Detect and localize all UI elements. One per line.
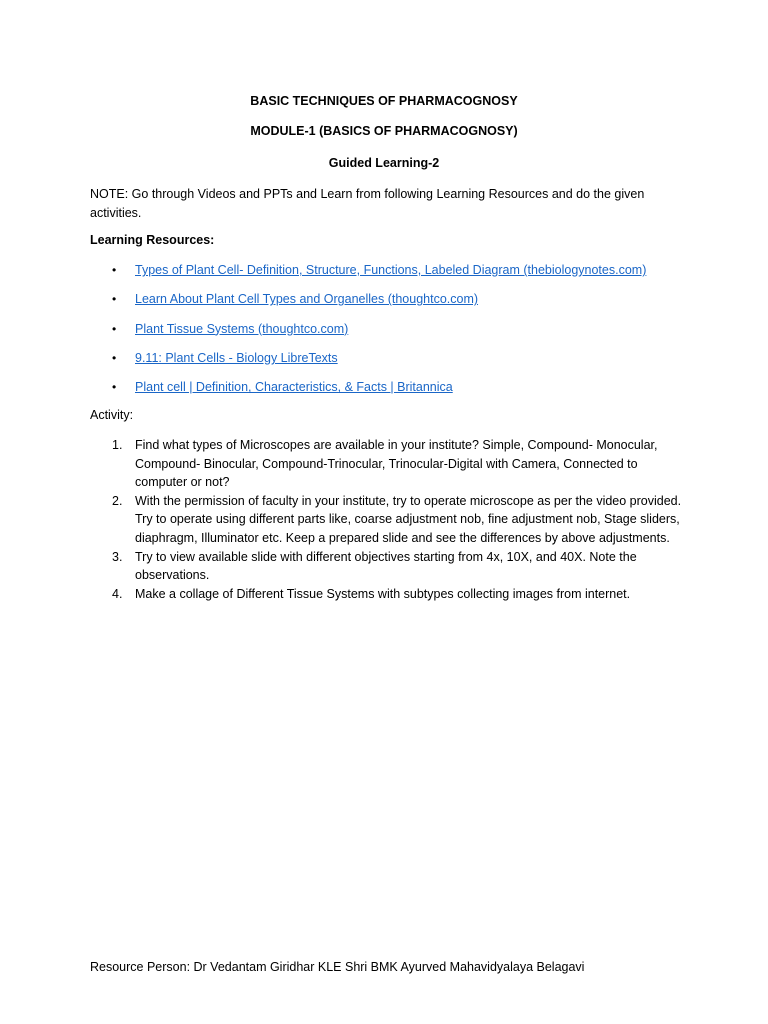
list-item xyxy=(90,548,690,585)
activity-text: With the permission of faculty in your institute, try to operate microscope as per the video provided. Try to operate using different parts like, coarse adjustment nob, fine adjustment nob, Stage sliders, diaphragm, Illuminator etc. Keep a prepared slide and see the differences by above adjustments. xyxy=(135,493,682,545)
list-number: 3. xyxy=(112,549,123,564)
activity-text: Find what types of Microscopes are available in your institute? Simple, Compound- Monocular, Compound- Binocular, Compound-Trinocular, Trinocular-Digital with Camera, Connected to computer or not? xyxy=(135,438,658,490)
list-item xyxy=(90,436,690,492)
list-item xyxy=(90,492,690,548)
bullet-icon: • xyxy=(112,350,117,365)
note-paragraph: NOTE: Go through Videos and PPTs and Learn from following Learning Resources and do the given activities. xyxy=(90,187,645,220)
guided-learning-title: Guided Learning-2 xyxy=(328,156,440,170)
bullet-icon: • xyxy=(112,292,117,307)
resource-link-libretexts[interactable]: 9.11: Plant Cells - Biology LibreTexts xyxy=(135,350,338,365)
bullet-icon: • xyxy=(112,380,117,395)
document-title: BASIC TECHNIQUES OF PHARMACOGNOSY xyxy=(250,94,518,108)
list-number: 1. xyxy=(112,438,123,452)
resource-link-plant-cell-organelles[interactable]: Learn About Plant Cell Types and Organelles (thoughtco.com) xyxy=(135,292,479,307)
bullet-icon: • xyxy=(112,321,117,336)
resource-link-britannica[interactable]: Plant cell | Definition, Characteristics, & Facts | Britannica xyxy=(135,380,453,395)
list-item xyxy=(90,585,690,604)
list-number: 2. xyxy=(112,493,123,508)
activity-text: Try to view available slide with different objectives starting from 4x, 10X, and 40X. Note the observations. xyxy=(135,549,637,583)
module-title: MODULE-1 (BASICS OF PHARMACOGNOSY) xyxy=(250,124,518,138)
resource-link-plant-cell-types[interactable]: Types of Plant Cell- Definition, Structure, Functions, Labeled Diagram (thebiologynotes.com) xyxy=(135,263,647,277)
list-number: 4. xyxy=(112,586,123,601)
resource-link-plant-tissue-systems[interactable]: Plant Tissue Systems (thoughtco.com) xyxy=(135,321,349,336)
learning-resources-heading: Learning Resources: xyxy=(90,233,215,247)
activity-text: Make a collage of Different Tissue Systems with subtypes collecting images from internet. xyxy=(135,586,631,601)
resource-person-footer: Resource Person: Dr Vedantam Giridhar KLE Shri BMK Ayurved Mahavidyalaya Belagavi xyxy=(90,960,585,974)
activity-heading: Activity: xyxy=(90,408,134,422)
bullet-icon: • xyxy=(112,263,117,277)
activities-list xyxy=(90,436,690,603)
